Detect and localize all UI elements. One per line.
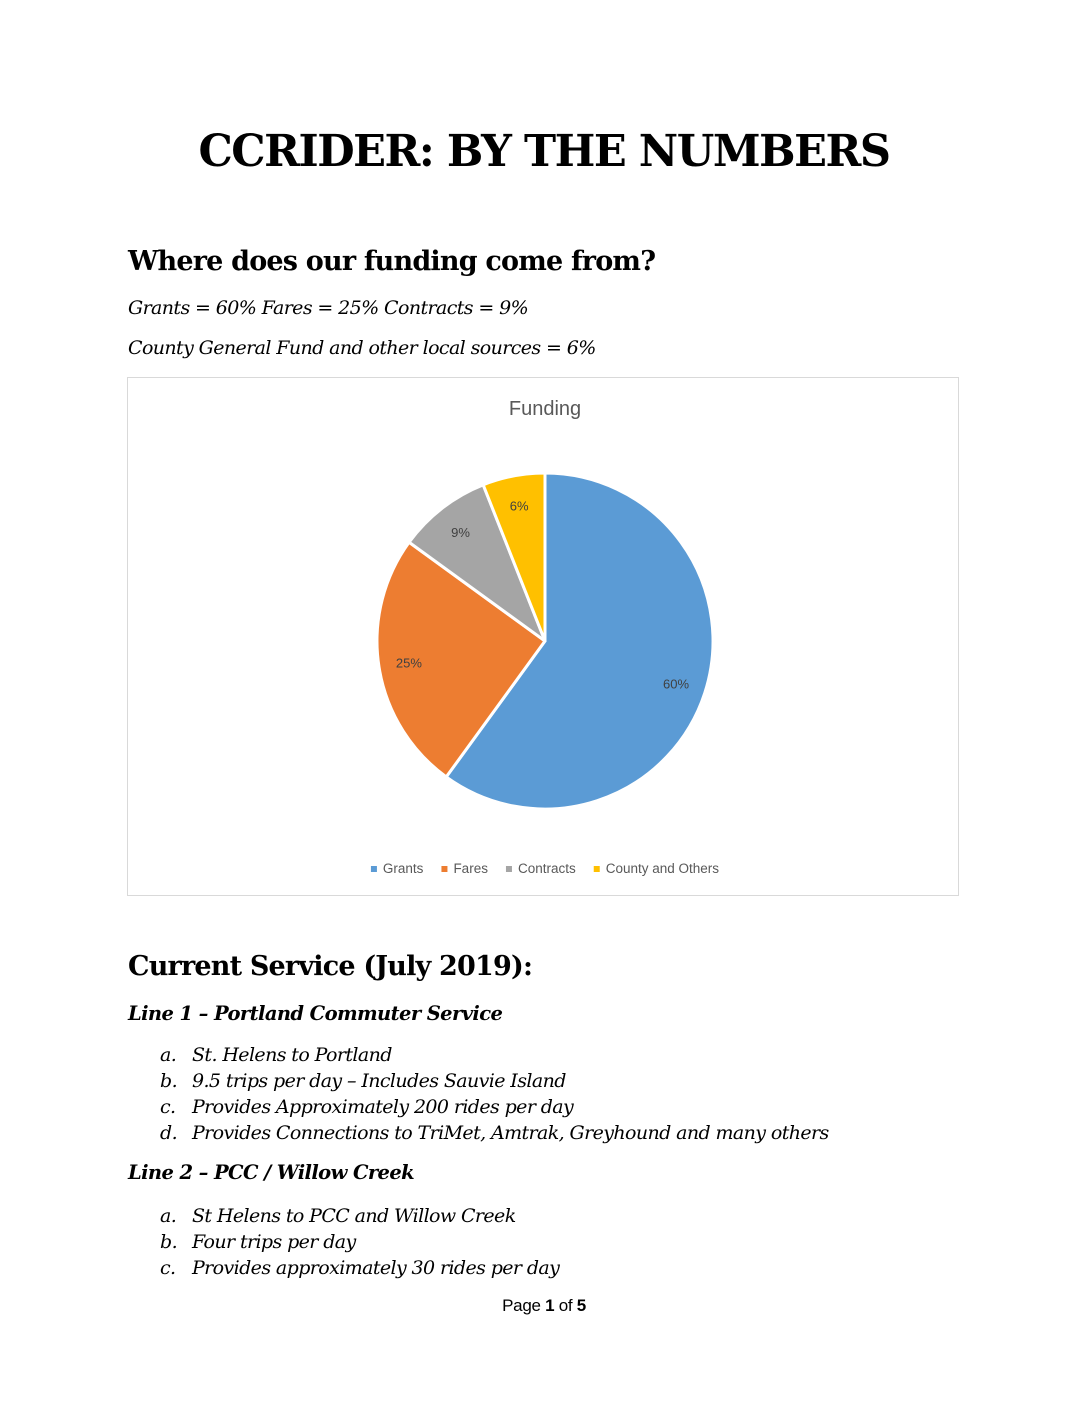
legend-label-grants: Grants: [382, 861, 424, 876]
list-item-text: Four trips per day: [192, 1231, 356, 1253]
page-label: Page: [502, 1296, 541, 1315]
line-2-heading: Line 2 – PCC / Willow Creek: [128, 1161, 415, 1184]
legend-swatch-fares: [441, 866, 447, 872]
legend-label-county-and-others: County and Others: [605, 861, 720, 876]
legend-swatch-grants: [371, 866, 377, 872]
list-marker: b.: [160, 1231, 178, 1253]
list-item-text: Provides Connections to TriMet, Amtrak, Greyhound and many others: [192, 1122, 829, 1144]
list-item: [160, 1255, 559, 1281]
page-footer: [0, 1296, 1088, 1316]
funding-summary-line-1: Grants = 60% Fares = 25% Contracts = 9%: [128, 297, 529, 319]
list-item-text: St. Helens to Portland: [192, 1044, 392, 1066]
funding-chart: [127, 377, 959, 896]
legend-label-contracts: Contracts: [517, 861, 576, 876]
list-item-text: 9.5 trips per day – Includes Sauvie Island: [192, 1070, 566, 1092]
line-2-details-list: [160, 1203, 559, 1281]
document-title: CCRIDER: BY THE NUMBERS: [198, 126, 890, 177]
chart-legend: [371, 861, 719, 876]
funding-pie-chart-svg: [128, 378, 960, 897]
funding-section-heading: Where does our funding come from?: [128, 246, 656, 277]
list-item-text: St Helens to PCC and Willow Creek: [192, 1205, 516, 1227]
legend-swatch-county-and-others: [594, 866, 600, 872]
legend-item-fares: [441, 861, 488, 876]
list-item: [160, 1042, 829, 1068]
list-marker: b.: [160, 1070, 178, 1092]
list-marker: c.: [160, 1257, 176, 1279]
page-number: 1: [545, 1296, 555, 1315]
line-1-heading: Line 1 – Portland Commuter Service: [128, 1002, 503, 1025]
list-item: [160, 1203, 559, 1229]
data-label-contracts: 9%: [451, 525, 470, 541]
pie-slices: [377, 473, 713, 809]
line-1-details-list: [160, 1042, 829, 1146]
legend-item-contracts: [506, 861, 576, 876]
service-section-heading: Current Service (July 2019):: [128, 951, 533, 982]
list-marker: d.: [160, 1122, 178, 1144]
page-total: 5: [576, 1296, 586, 1315]
list-item: [160, 1068, 829, 1094]
legend-item-grants: [371, 861, 424, 876]
list-marker: a.: [160, 1205, 177, 1227]
list-item-text: Provides approximately 30 rides per day: [192, 1257, 560, 1279]
list-item: [160, 1120, 829, 1146]
data-label-fares: 25%: [395, 655, 422, 671]
chart-title: Funding: [508, 398, 582, 420]
data-label-county-and-others: 6%: [509, 498, 529, 514]
list-item: [160, 1229, 559, 1255]
legend-item-county-and-others: [594, 861, 720, 876]
legend-label-fares: Fares: [453, 861, 488, 876]
list-marker: c.: [160, 1096, 176, 1118]
list-item-text: Provides Approximately 200 rides per day: [192, 1096, 574, 1118]
list-item: [160, 1094, 829, 1120]
page-of-label: of: [558, 1296, 573, 1315]
legend-swatch-contracts: [506, 866, 512, 872]
list-marker: a.: [160, 1044, 177, 1066]
data-label-grants: 60%: [663, 676, 690, 692]
funding-summary-line-2: County General Fund and other local sources = 6%: [128, 337, 596, 359]
